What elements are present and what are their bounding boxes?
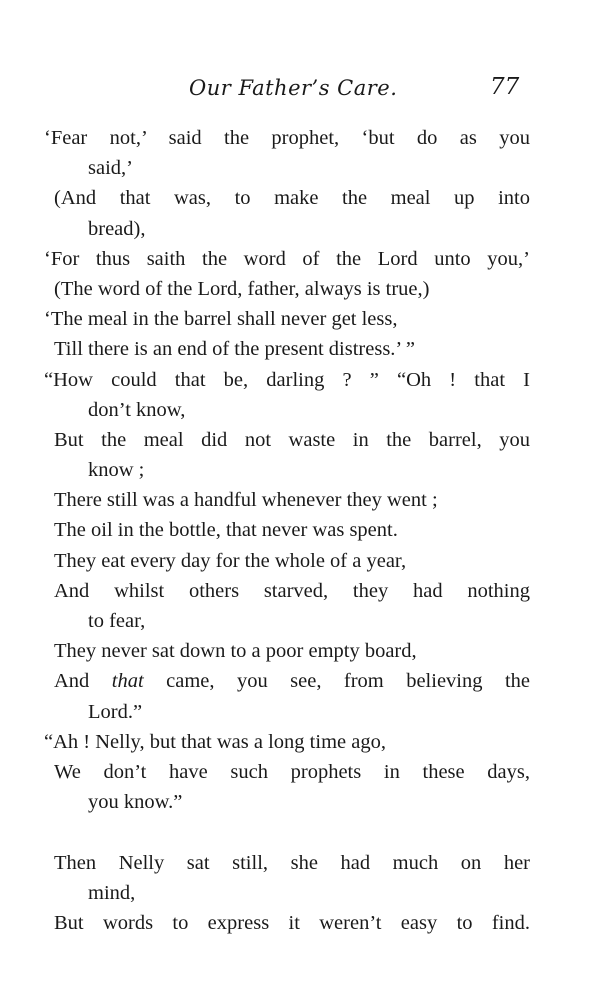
page-header [0,76,598,110]
poem-line [44,666,530,696]
poem-line: bread), [88,217,146,240]
poem-line: mind, [88,881,136,904]
emphasized-word: that [111,670,144,693]
poem-line: to fear, [88,610,146,632]
poem-line: ‘Fear not,’ said the prophet, ‘but do as you [44,127,530,149]
poem-line: They eat every day for the whole of a year, [54,549,407,572]
poem-line: The oil in the bottle, that never was spent. [54,519,398,542]
poem-line-text: And [54,670,112,693]
poem-line: “How could that be, darling ? ” “Oh ! that I [44,368,530,391]
poem-line: Lord.” [88,700,143,723]
stanza-break [44,817,530,847]
poem-line: ‘The meal in the barrel shall never get less, [44,308,398,331]
poem-line: said,’ [88,157,133,180]
poem-line-text: came, you see, from believing the [143,670,530,693]
poem-line: And whilst others starved, they had nothing [54,579,530,602]
page-number: 77 [490,74,520,100]
poem-text [44,123,530,938]
poem-line: There still was a handful whenever they went ; [54,489,438,512]
poem-line: ‘For thus saith the word of the Lord unto you,’ [44,247,530,270]
running-title: Our Father’s Care. [189,76,398,100]
poem-line: Till there is an end of the present distress.’ ” [54,338,415,361]
poem-line: But the meal did not waste in the barrel, you [54,428,530,451]
poem-line: Then Nelly sat still, she had much on her [54,851,530,874]
poem-line: “Ah ! Nelly, but that was a long time ago, [44,730,386,753]
poem-line: don’t know, [88,398,186,421]
poem-line: They never sat down to a poor empty board, [54,640,417,663]
poem-line: We don’t have such prophets in these days, [54,760,530,783]
poem-line: But words to express it weren’t easy to find. [54,911,530,934]
poem-line: you know.” [88,791,183,814]
poem-line: (And that was, to make the meal up into [54,187,530,210]
poem-line: know ; [88,459,145,482]
poem-line: (The word of the Lord, father, always is true,) [54,277,430,300]
